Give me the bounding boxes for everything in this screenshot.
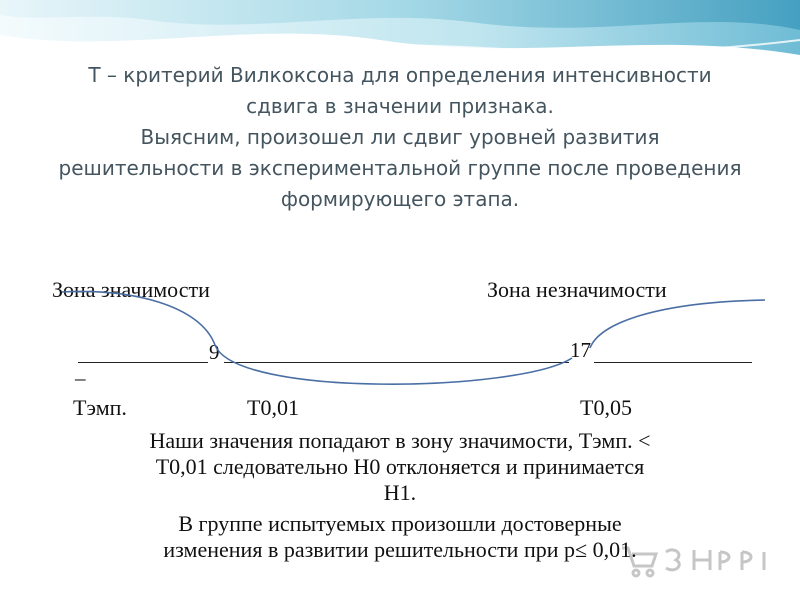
t-emp-label: Тэмп. bbox=[73, 395, 127, 420]
heading-line-5: формирующего этапа. bbox=[280, 187, 520, 211]
conclusion-line-3: Н1. bbox=[383, 480, 417, 505]
axis-segment-3 bbox=[594, 362, 752, 363]
axis-tail-mark: – bbox=[75, 366, 86, 390]
heading-line-3: Выясним, произошел ли сдвиг уровней развития bbox=[140, 125, 660, 149]
t-005-label: Т0,05 bbox=[580, 395, 632, 420]
significance-zone-arc bbox=[62, 291, 572, 384]
result-line-2: изменения в развитии решительности при p≤ 0,01. bbox=[163, 537, 637, 562]
conclusion-paragraph bbox=[70, 428, 730, 506]
heading-line-1: Т – критерий Вилкоксона для определения интенсивности bbox=[88, 63, 712, 87]
conclusion-line-1: Наши значения попадают в зону значимости, Тэмп. < bbox=[149, 428, 651, 453]
insignificance-zone-label: Зона незначимости bbox=[487, 277, 667, 302]
slide-heading bbox=[20, 60, 780, 215]
heading-line-2: сдвига в значении признака. bbox=[246, 94, 554, 118]
significance-zone-label: Зона значимости bbox=[52, 277, 210, 302]
axis-value-17: 17 bbox=[570, 338, 591, 362]
axis-segment-2 bbox=[224, 362, 569, 363]
watermark-logo bbox=[614, 540, 774, 580]
result-line-1: В группе испытуемых произошли достоверные bbox=[178, 511, 622, 536]
axis-value-9: 9 bbox=[209, 340, 220, 364]
t-001-label: Т0,01 bbox=[247, 395, 299, 420]
heading-line-4: решительности в экспериментальной группе после проведения bbox=[58, 156, 742, 180]
conclusion-line-2: Т0,01 следовательно Н0 отклоняется и принимается bbox=[155, 454, 645, 479]
axis-segment-1 bbox=[78, 362, 208, 363]
insignificance-zone-arc bbox=[590, 300, 765, 348]
